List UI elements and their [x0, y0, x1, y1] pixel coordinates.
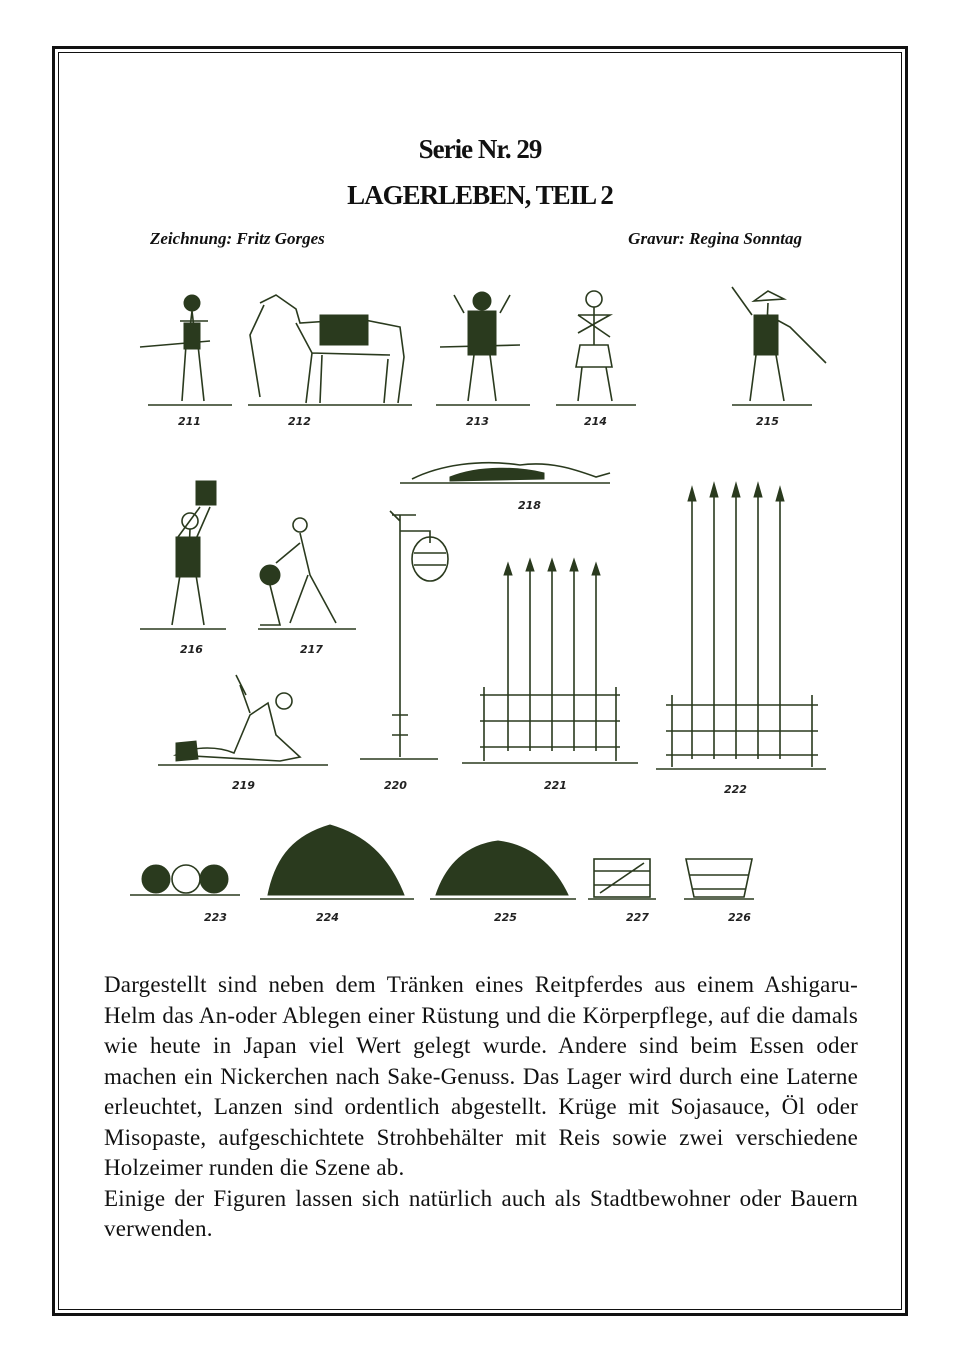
figure-215	[732, 287, 826, 428]
series-number: Serie Nr. 29	[418, 134, 542, 164]
figure-number: 220	[384, 779, 407, 792]
figure-221	[462, 559, 638, 792]
figure-225	[430, 841, 576, 924]
drawing-credit: Zeichnung: Fritz Gorges	[150, 229, 325, 248]
figure-216	[140, 481, 226, 656]
figure-222	[656, 483, 826, 796]
figure-220	[360, 511, 448, 792]
figure-number: 215	[756, 415, 779, 428]
description-paragraph-1: Dargestellt sind neben dem Tränken eines Reitpferdes aus einem Ashigaru-Helm das An-oder Ablegen einer Rüstung und die Körperpflege, auf die damals wie heute in Japan viel Wert gelegt wurde. Andere sind beim Essen oder machen ein Nickerchen nach Sake-Genuss. Das Lager wird durch eine Laterne erleuchtet, Lanzen sind ordentlich abgestellt. Krüge mit Sojasauce, Öl oder Misopaste, aufgeschichtete Strohbehälter mit Reis sowie zwei verschiedene Holzeimer runden die Szene ab.	[104, 972, 858, 1180]
figure-211	[140, 295, 232, 428]
figure-number: 222	[724, 783, 747, 796]
figure-number: 227	[626, 911, 649, 924]
figure-224	[260, 825, 414, 924]
series-title: LAGERLEBEN, TEIL 2	[347, 180, 613, 210]
description-paragraph-2: Einige der Figuren lassen sich natürlich auch als Stadtbewohner oder Bauern verwenden.	[104, 1185, 858, 1241]
figure-219	[158, 675, 328, 792]
figure-number: 223	[204, 911, 227, 924]
figure-number: 211	[178, 415, 201, 428]
figure-214	[556, 291, 636, 428]
figure-226	[684, 859, 754, 924]
figure-212	[248, 295, 412, 428]
figure-number: 218	[518, 499, 541, 512]
figure-number: 224	[316, 911, 339, 924]
description	[104, 970, 858, 1245]
figure-number: 214	[584, 415, 607, 428]
figure-223	[130, 865, 240, 924]
figure-number: 216	[180, 643, 203, 656]
figure-number: 226	[728, 911, 751, 924]
figure-number: 213	[466, 415, 489, 428]
figure-213	[436, 292, 530, 428]
figure-number: 221	[544, 779, 567, 792]
figure-number: 219	[232, 779, 255, 792]
figure-plate	[100, 275, 860, 935]
engraving-credit: Gravur: Regina Sonntag	[628, 229, 802, 248]
figure-number: 212	[288, 415, 311, 428]
figure-218	[400, 463, 610, 512]
figure-227	[588, 859, 656, 924]
figure-number: 225	[494, 911, 517, 924]
figure-number: 217	[300, 643, 323, 656]
figure-217	[258, 518, 356, 656]
